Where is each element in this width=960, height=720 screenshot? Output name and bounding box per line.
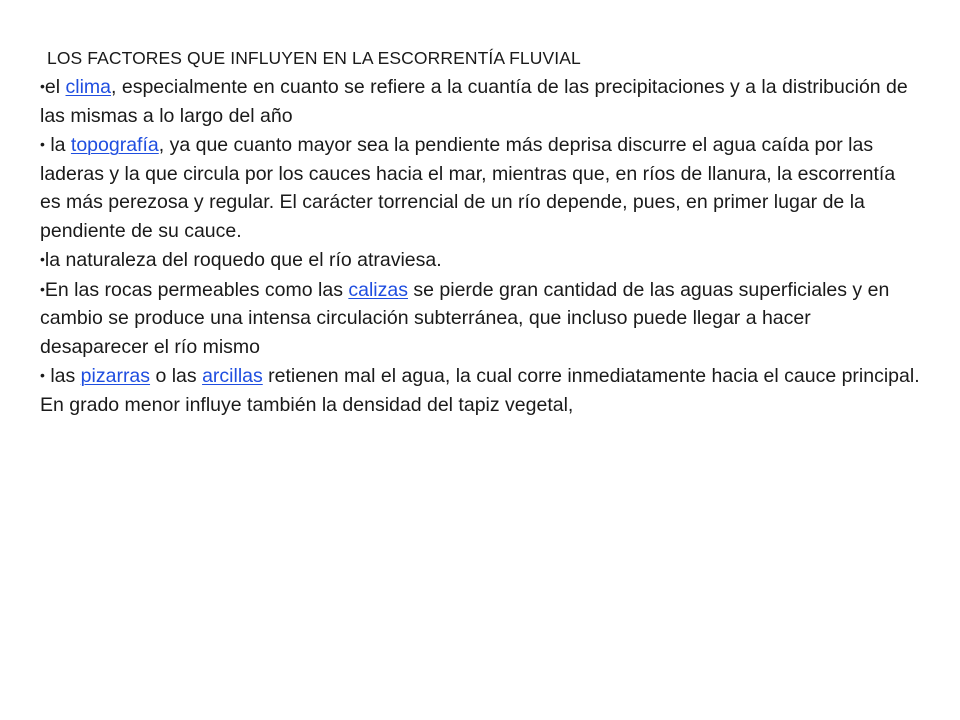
paragraph-text: las (44, 365, 81, 387)
bullet-icon: • (40, 136, 45, 152)
paragraph-text: En las rocas permeables como las (44, 278, 349, 301)
bullet-icon: • (40, 280, 45, 297)
paragraph-clima (40, 72, 920, 130)
paragraph-text: , especialmente en cuanto se refiere a la cuantía de las precipitaciones y a la distribución de las mismas a lo largo del año (40, 76, 908, 127)
paragraph-text: la naturaleza del roquedo que el río atraviesa. (44, 249, 442, 271)
bullet-icon: • (40, 367, 45, 383)
link-clima[interactable]: clima (65, 76, 112, 98)
paragraph-closing: En grado menor influye también la densidad del tapiz vegetal, (40, 393, 574, 416)
slide-body (40, 44, 920, 419)
bullet-icon: • (40, 251, 45, 267)
slide-title: LOS FACTORES QUE INFLUYEN EN LA ESCORRENTÍA FLUVIAL (47, 48, 581, 68)
paragraph-topografia (40, 130, 920, 245)
link-calizas[interactable]: calizas (348, 278, 408, 301)
paragraph-roquedo (40, 245, 920, 275)
paragraph-text: o las (150, 365, 203, 387)
link-topografia[interactable]: topografía (70, 134, 159, 156)
paragraph-text: la (44, 134, 71, 156)
link-pizarras[interactable]: pizarras (80, 365, 151, 387)
paragraph-text: el (44, 76, 66, 98)
paragraph-text: , ya que cuanto mayor sea la pendiente más deprisa discurre el agua caída por las laderas y la que circula por los cauces hacia el mar, mientras que, en ríos de llanura, la escorrentía es más perezosa y regular. El carácter torrencial de un río depende, pues, en primer lugar de la pendiente de su cauce. (40, 134, 896, 242)
paragraph-text: se pierde gran cantidad de las aguas superficiales y en cambio se produce una intensa circulación subterránea, que incluso puede llegar a hacer desaparecer el río mismo (40, 278, 890, 358)
link-arcillas[interactable]: arcillas (202, 365, 263, 387)
bullet-icon: • (40, 78, 45, 94)
paragraph-calizas (40, 275, 920, 362)
paragraph-text: retienen mal el agua, la cual corre inmediatamente hacia el cauce principal. (262, 365, 920, 387)
paragraph-pizarras-arcillas (40, 361, 920, 391)
